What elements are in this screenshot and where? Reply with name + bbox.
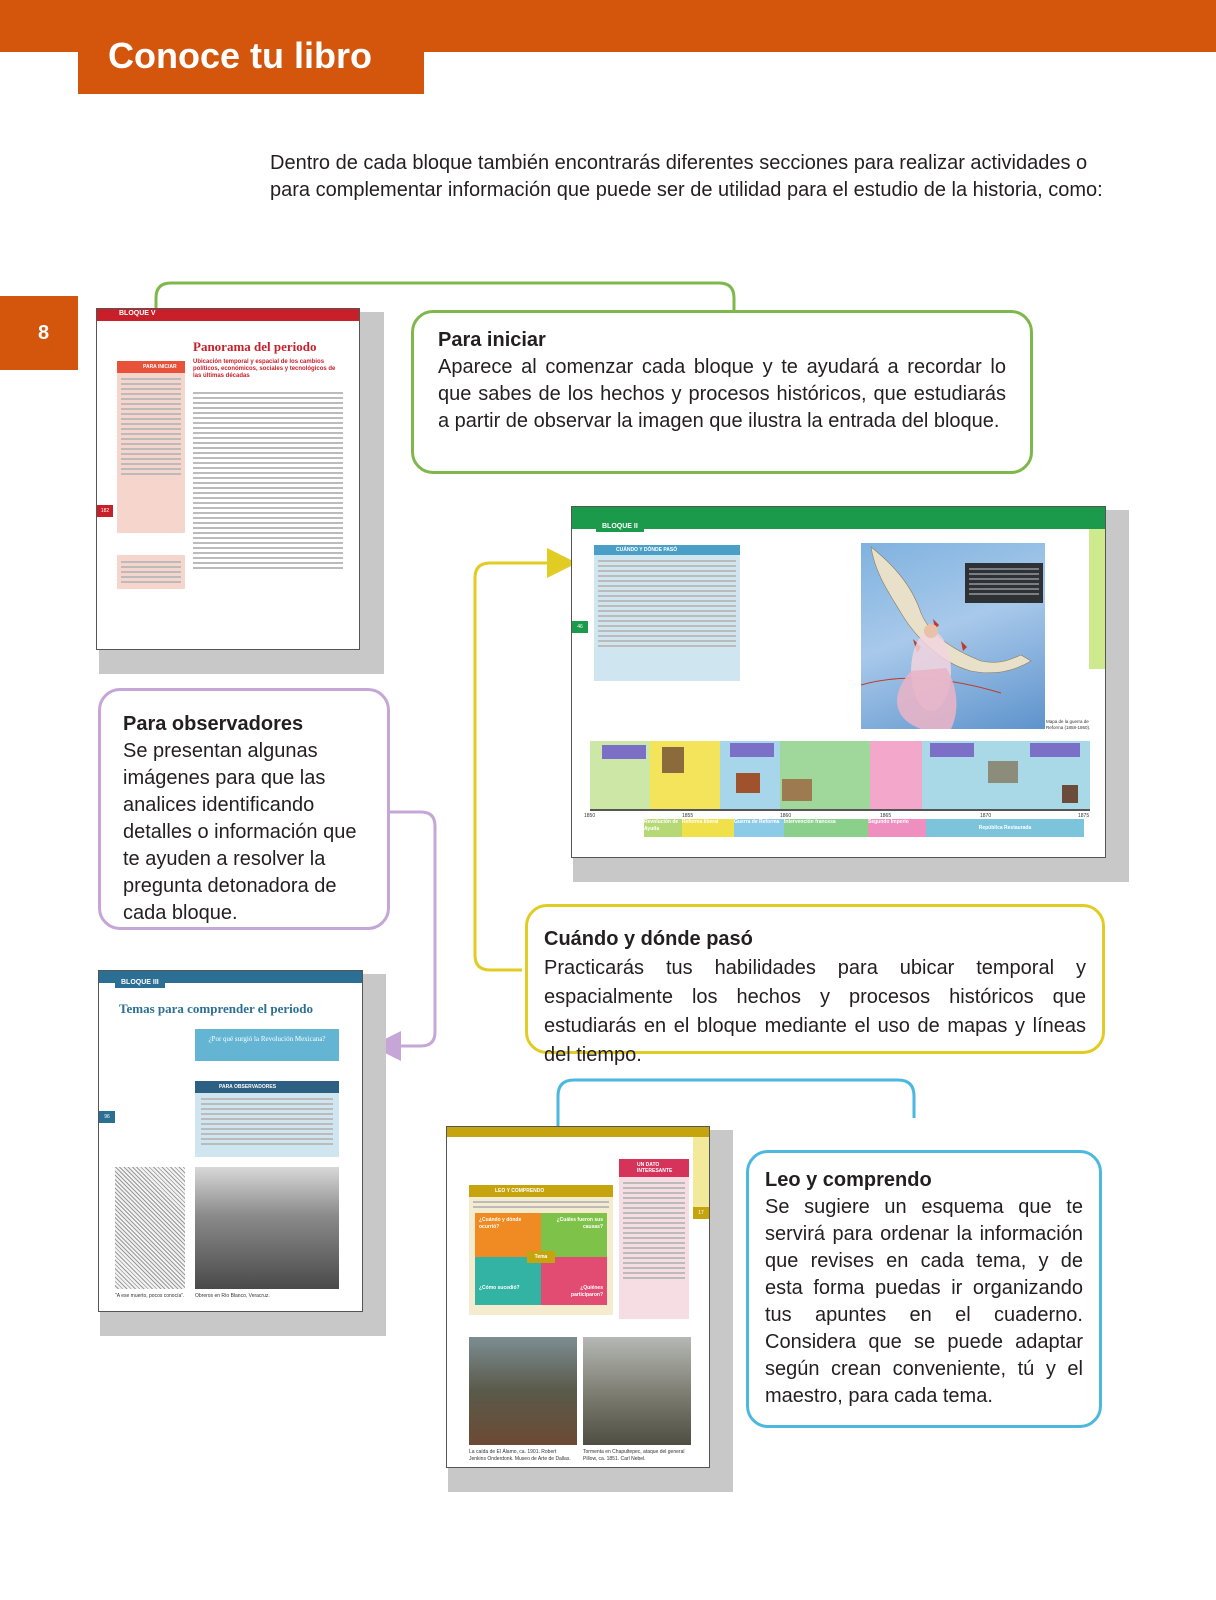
thumb2-timeline <box>584 741 1090 819</box>
thumb4-chapultepec-painting <box>583 1337 691 1445</box>
thumb3-question: ¿Por qué surgió la Revolución Mexicana? <box>195 1029 339 1061</box>
leo-comprendo-box <box>746 1150 1102 1428</box>
thumb-leo-comprendo <box>446 1126 710 1468</box>
para-iniciar-text: Aparece al comenzar cada bloque y te ayudará a recordar lo que sabes de los hechos y procesos históricos, que estudiarás a partir de observar la imagen que ilustra la entrada del bloque. <box>438 356 1006 432</box>
period-band: Reforma liberal <box>682 819 734 837</box>
thumb3-box-label: PARA OBSERVADORES <box>195 1081 339 1093</box>
para-observadores-title: Para observadores <box>123 713 304 735</box>
thumb3-page: 96 <box>99 1111 115 1123</box>
thumb2-block: BLOQUE II <box>596 521 644 532</box>
para-iniciar-title: Para iniciar <box>438 329 546 351</box>
thumb3-engraving-image <box>115 1167 185 1289</box>
scheme-center: Tema <box>527 1251 555 1263</box>
thumb1-body-text <box>193 389 343 572</box>
timeline-year: 1855 <box>682 813 694 819</box>
timeline-year: 1875 <box>1078 813 1090 819</box>
scheme-q4: ¿Quiénes participaron? <box>571 1285 603 1298</box>
thumb2-map-caption: Mapa de la guerra de Reforma (1858-1860). <box>1046 719 1091 730</box>
para-iniciar-box <box>411 310 1033 474</box>
scheme-q3: ¿Cómo sucedió? <box>479 1285 520 1291</box>
page-number: 8 <box>0 296 78 370</box>
thumb2-page-left: 46 <box>572 621 588 633</box>
thumb-temas <box>98 970 363 1312</box>
thumb4-topbar <box>447 1127 709 1137</box>
cuando-donde-title: Cuándo y dónde pasó <box>544 928 753 950</box>
thumb1-page: 182 <box>97 505 113 517</box>
thumb-cuando-donde <box>571 506 1106 858</box>
thumb2-map-image <box>861 543 1045 729</box>
thumb3-workers-photo <box>195 1167 339 1289</box>
thumb2-topbar <box>572 507 1105 529</box>
thumb4-box-label: LEO Y COMPRENDO <box>469 1185 613 1197</box>
thumb3-caption-right: Obreros en Río Blanco, Veracruz. <box>195 1293 270 1299</box>
timeline-year: 1850 <box>584 813 596 819</box>
thumb2-side-strip <box>1089 529 1105 669</box>
thumb1-title: Panorama del periodo <box>193 339 317 354</box>
thumb4-dato-box <box>619 1159 689 1319</box>
scheme-q2: ¿Cuáles fueron sus causas? <box>556 1217 603 1230</box>
cuando-donde-text: Practicarás tus habilidades para ubicar temporal y espacialmente los hechos y procesos históricos que estudiarás en el bloque mediante el uso de mapas y líneas del tiempo. <box>544 957 1086 1066</box>
leo-comprendo-title: Leo y comprendo <box>765 1169 932 1191</box>
thumb1-para-iniciar-box <box>117 361 185 533</box>
thumb2-period-bands <box>644 819 1084 837</box>
period-band: Revolución de Ayutla <box>644 819 682 837</box>
thumb4-dato-label: UN DATO INTERESANTE <box>619 1159 689 1177</box>
thumb4-side-strip <box>693 1137 709 1211</box>
thumb3-caption-left: "A ese muerto, pocos conocía". <box>115 1293 185 1299</box>
timeline-year: 1870 <box>980 813 992 819</box>
timeline-year: 1865 <box>880 813 892 819</box>
thumb2-map-legend <box>965 563 1043 603</box>
thumb2-cuando-box <box>594 545 740 681</box>
thumb-panorama <box>96 308 360 650</box>
thumb4-caption-left: La caída de El Álamo, ca. 1901. Robert Jenkins Onderdonk. Museo de Arte de Dallas. <box>469 1449 571 1462</box>
scheme-q1: ¿Cuándo y dónde ocurrió? <box>479 1217 522 1230</box>
intro-text: Dentro de cada bloque también encontrarás diferentes secciones para realizar actividades o para complementar información que puede ser de utilidad para el estudio de la historia, como: <box>270 152 1103 201</box>
para-observadores-text: Se presentan algunas imágenes para que las analices identificando detalles o información que te ayuden a resolver la pregunta detonadora de cada bloque. <box>123 740 357 924</box>
thumb4-alamo-painting <box>469 1337 577 1445</box>
para-observadores-box <box>98 688 390 930</box>
thumb3-block: BLOQUE III <box>115 977 165 988</box>
thumb4-page: 17 <box>693 1207 709 1219</box>
thumb2-box-label: CUÁNDO Y DÓNDE PASÓ <box>594 545 740 555</box>
page-title: Conoce tu libro <box>78 30 424 94</box>
thumb1-note-box <box>117 555 185 589</box>
thumb3-observadores-box <box>195 1081 339 1157</box>
leo-comprendo-text: Se sugiere un esquema que te servirá para ordenar la información que revises en cada tema, y de esta forma puedas ir organizando tus apuntes en el cuaderno. Considera que se puede adaptar según crean conveniente, tú y el maestro, para cada tema. <box>765 1196 1083 1407</box>
period-band: Intervención francesa <box>784 819 868 837</box>
cuando-donde-box <box>525 904 1105 1066</box>
thumb1-block: BLOQUE V <box>119 310 156 317</box>
period-band: Guerra de Reforma <box>734 819 784 837</box>
period-band: Segundo Imperio <box>868 819 926 837</box>
timeline-year: 1860 <box>780 813 792 819</box>
thumb4-caption-right: Tormenta en Chapultepec, ataque del general Pillow, ca. 1851. Carl Nebel. <box>583 1449 685 1462</box>
period-band: República Restaurada <box>926 819 1084 837</box>
thumb4-leo-box <box>469 1185 613 1315</box>
thumb3-title: Temas para comprender el periodo <box>119 1001 314 1016</box>
thumb1-subtitle: Ubicación temporal y espacial de los cambios políticos, económicos, sociales y tecnológicos de las últimas décadas <box>193 359 336 379</box>
thumb1-box-label: PARA INICIAR <box>117 361 185 373</box>
